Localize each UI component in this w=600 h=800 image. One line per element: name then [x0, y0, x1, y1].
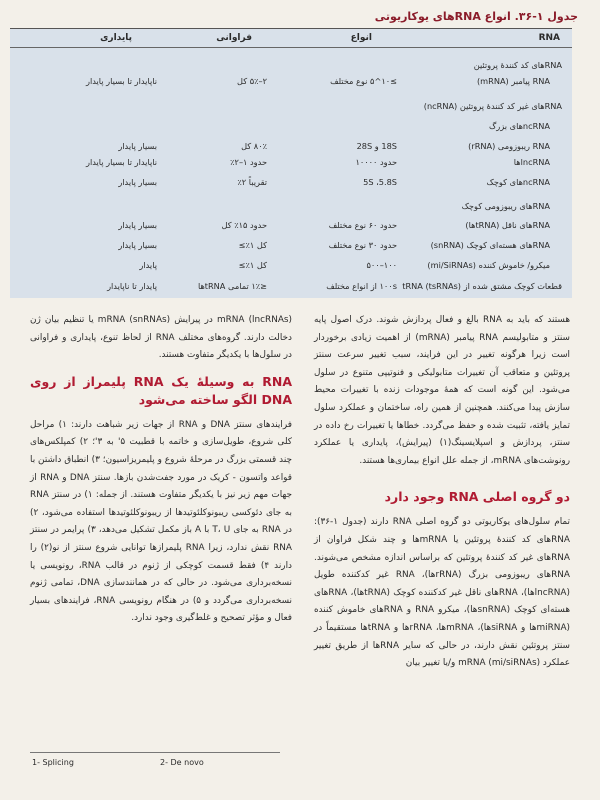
text-line: ۲) کمپلکس‌های چند قسمتی بزرگ در مرحلهٔ شروع و: [30, 437, 293, 465]
table-row: [10, 141, 572, 155]
cell-types: 5S ،5.8S: [363, 177, 397, 187]
header-abundance: فراوانی: [216, 33, 252, 43]
table-row: [10, 177, 572, 191]
cell-abundance: ≤۱٪ تمامی tRNAها: [197, 281, 267, 291]
text-line: هنگام رونویسی RNA، فرایندهای بسیار فعال و مؤثر تصحیح و: [30, 595, 292, 624]
right-text-column: [314, 312, 570, 673]
cell-rna-name: RNA ریبوزومی (rRNA): [468, 141, 550, 151]
cell-rna-name: RNAهای ناقل (tRNAها): [465, 220, 550, 230]
text-line: ساختمان و عملکرد سلول تمایز یافته، تثبیت شده و حفظ: [314, 402, 570, 431]
cell-types: حدود ۶۰ نوع مختلف: [328, 220, 397, 230]
text-line: کوچک (snRNAها)، میکرو RNA و RNAهای خاموش کننده: [314, 605, 537, 616]
cell-rna-name: ncRNAهای کوچک: [486, 177, 550, 187]
text-line: (rRNAها)، RNA غیر کدکننده طویل (lncRNAها)، RNAهای: [314, 570, 570, 598]
text-line: غلط‌گیری وجود ندارد.: [131, 613, 211, 624]
cell-stability: ناپایدار تا بسیار پایدار: [85, 157, 157, 167]
table-row: [10, 201, 572, 215]
cell-rna-name: ncRNAهای بزرگ: [488, 121, 550, 131]
cell-types: 18S و 28S: [356, 141, 397, 151]
text-line: mRNA، از جمله علل انواع بیماری‌ها هستند.: [359, 455, 522, 466]
cell-stability: پایدار: [139, 260, 157, 270]
text-line: mRNA (lncRNAs) در پیرایش mRNA (snRNAs) یا تنظیم: [63, 315, 292, 325]
text-line: شروع سنتز از نو(۲) را دارند ۴) فقط قسمت کوچکی از ژنوم در: [30, 542, 292, 571]
cell-stability: پایدار تا ناپایدار: [107, 281, 157, 291]
table-row: [10, 260, 572, 274]
footnote-splicing: 1- Splicing: [32, 758, 74, 767]
table-row: [10, 220, 572, 234]
table-row: [10, 60, 572, 74]
table-title: جدول ۱-۳۶. انواع RNAهای یوکاریوتی: [374, 10, 578, 23]
text-line: در RNA به جای T، U با A باز مکمل تشکیل می‌دهد، ۳): [87, 525, 293, 536]
cell-types: ≥۱۰^۵ نوع مختلف: [330, 76, 397, 86]
section-heading-rna-polymerase: RNA به وسیلهٔ یک RNA پلیمراز از روی DNA الگو ساخته می‌شود: [30, 373, 292, 407]
text-line: متنوع در سلول می‌شود. این گونه است که همهٔ موجودات زنده با: [314, 367, 570, 396]
text-line: پرایمر در سنتز RNA نقش ندارد، زیرا RNA پلیمرازها توانایی: [30, 525, 292, 553]
cell-abundance: تقریباً ۲٪: [237, 177, 267, 187]
table-row: [10, 240, 572, 254]
text-line: ۱) مراحل کلی شروع، طویل‌سازی و خاتمه با قطبیت ۵' به ۳'؛: [30, 419, 292, 448]
rna-roles-paragraph: [30, 312, 292, 365]
section-heading-rna-groups: دو گروه اصلی RNA وجود دارد: [384, 489, 570, 505]
table-row: [10, 101, 572, 115]
cell-abundance: حدود ۱–۲٪: [230, 157, 267, 167]
cell-abundance: ۸۰٪ کل: [241, 141, 267, 151]
cell-abundance: حدود ۱۵٪ کل: [221, 220, 267, 230]
footnote-divider: [30, 752, 280, 753]
header-stability: پایداری: [100, 33, 132, 43]
text-line: (miRNAها و siRNAها)، mRNAها، rRNAها و tRNAها: [360, 622, 570, 633]
text-line: تمام سلول‌های یوکاریوتی دو گروه اصلی RNA دارند (جدول: [342, 517, 570, 528]
text-line: با یکدیگر متفاوت هستند. از جمله: ۱) در سنتز RNA به جای: [30, 490, 292, 518]
cell-rna-name: قطعات کوچک مشتق شده از tRNA (tsRNAs): [402, 281, 562, 291]
cell-rna-name: RNAهای هسته‌ای کوچک (snRNA): [430, 240, 550, 250]
cell-rna-name: RNAهای کد کنندهٔ پروتئین: [473, 60, 562, 70]
text-line: اندازه مشخص می‌شوند. RNAهای ریبوزومی بزرگ: [314, 552, 570, 581]
text-line: شکل فراوان از RNAهای غیر کد کنندهٔ پروتئین که براساس: [314, 534, 570, 563]
cell-types: حدود ۱۰۰۰۰: [355, 157, 397, 167]
text-line: ۱-۳۶): RNAهای کد کنندهٔ پروتئین یا mRNAها و چند: [314, 517, 570, 545]
cell-abundance: کل ۱٪≥: [238, 240, 267, 250]
table-row: [10, 76, 572, 90]
text-line: تغییرات محیط سازش پیدا می‌کنند. همچنین از همین راه،: [314, 385, 570, 413]
cell-abundance: ۲–۵٪ کل: [237, 76, 267, 86]
cell-rna-name: RNAهای ریبوزومی کوچک: [461, 201, 550, 211]
text-line: پایداری و فراوانی در سلول‌ها با یکدیگر متفاوت هستند.: [30, 332, 292, 361]
header-rna: RNA: [538, 33, 560, 43]
text-line: اسپلایسینگ(۱) (پیرایش)، پایداری یا عملکرد رونوشت‌های: [314, 438, 570, 466]
text-line: پایه سنتز و متابولیسم RNA پیامبر (mRNA) از اهمیت زیادی: [314, 315, 570, 343]
text-line: مستقیماً در سنتز پروتئین نقش دارند، در حالی که سایر RNAها: [314, 622, 570, 651]
footnote-de-novo: 2- De novo: [160, 758, 204, 767]
rna-groups-paragraph: [314, 514, 570, 672]
header-types: انواع: [350, 33, 372, 43]
text-line: قالب RNA، رونویسی یا نسخه‌برداری می‌شود. در حالی که در: [30, 560, 292, 589]
synthesis-paragraph: [30, 417, 292, 628]
text-line: بیان ژن دخالت دارند. گروه‌های مختلف RNA از لحاظ تنوع،: [30, 315, 292, 343]
cell-rna-name: میکرو/ خاموش کننده (mi/SiRNAs): [427, 260, 550, 270]
text-line: برخوردار است زیرا هرگونه تغییر در این فرایند، سبب تغییر: [314, 332, 570, 361]
text-line: فرایندهای سنتز DNA و RNA از جهات زیر شباهت دارند:: [71, 419, 293, 430]
table-header: [10, 29, 572, 48]
cell-stability: ناپایدار تا بسیار پایدار: [85, 76, 157, 86]
table-row: [10, 121, 572, 135]
cell-stability: بسیار پایدار: [118, 177, 157, 187]
cell-rna-name: RNAهای غیر کد کنندهٔ پروتئین (ncRNA): [423, 101, 562, 111]
cell-stability: بسیار پایدار: [118, 220, 157, 230]
text-line: مورد جفت‌شدن بازها. سنتز DNA و RNA از جهات مهم زیر نیز: [30, 472, 292, 501]
text-line: پلیمریزاسیون؛ ۳) انطباق داشتن با قواعد واتسون - کریک در: [30, 454, 292, 483]
text-line: از طریق تغییر عملکرد mRNA (mi/siRNAs) و/یا تغییر بیان: [314, 640, 570, 669]
text-line: هستند که باید به RNA بالغ و فعال پردازش شوند. درک اصول: [330, 315, 570, 325]
table-row: [10, 157, 572, 171]
text-line: سرعت سنتز پروتئین و متعاقب آن تغییرات متابولیکی و فنوتیپی: [314, 350, 570, 378]
cell-stability: بسیار پایدار: [118, 141, 157, 151]
cell-types: ۱۰۰s از انواع مختلف: [326, 281, 397, 291]
text-line: ناقل غیر کدکننده کوچک (tRNAها)، RNAهای هسته‌ای: [314, 587, 570, 616]
cell-types: ۱۰۰–۵۰۰: [366, 260, 397, 270]
text-line: دئوکسی ریبونوکلئوتیدها از ریبونوکلئوتیدها استفاده می‌شود، ۲): [30, 507, 263, 518]
cell-stability: بسیار پایدار: [118, 240, 157, 250]
cell-abundance: کل ۱٪≥: [238, 260, 267, 270]
table-row: [10, 281, 572, 295]
text-line: می‌گردد. خطاها یا تغییرات رخ داده در سنتز، پردازش و: [314, 420, 571, 449]
rna-types-table: [10, 28, 572, 298]
cell-rna-name: lncRNAها: [513, 157, 550, 167]
text-line: همانندسازی DNA، تمامی ژنوم نسخه‌برداری می‌گردد و ۵) در: [30, 578, 292, 606]
cell-rna-name: RNA پیامبر (mRNA): [476, 76, 550, 86]
intro-paragraph: [314, 312, 570, 470]
left-text-column: [30, 312, 292, 628]
cell-types: حدود ۳۰ نوع مختلف: [328, 240, 397, 250]
